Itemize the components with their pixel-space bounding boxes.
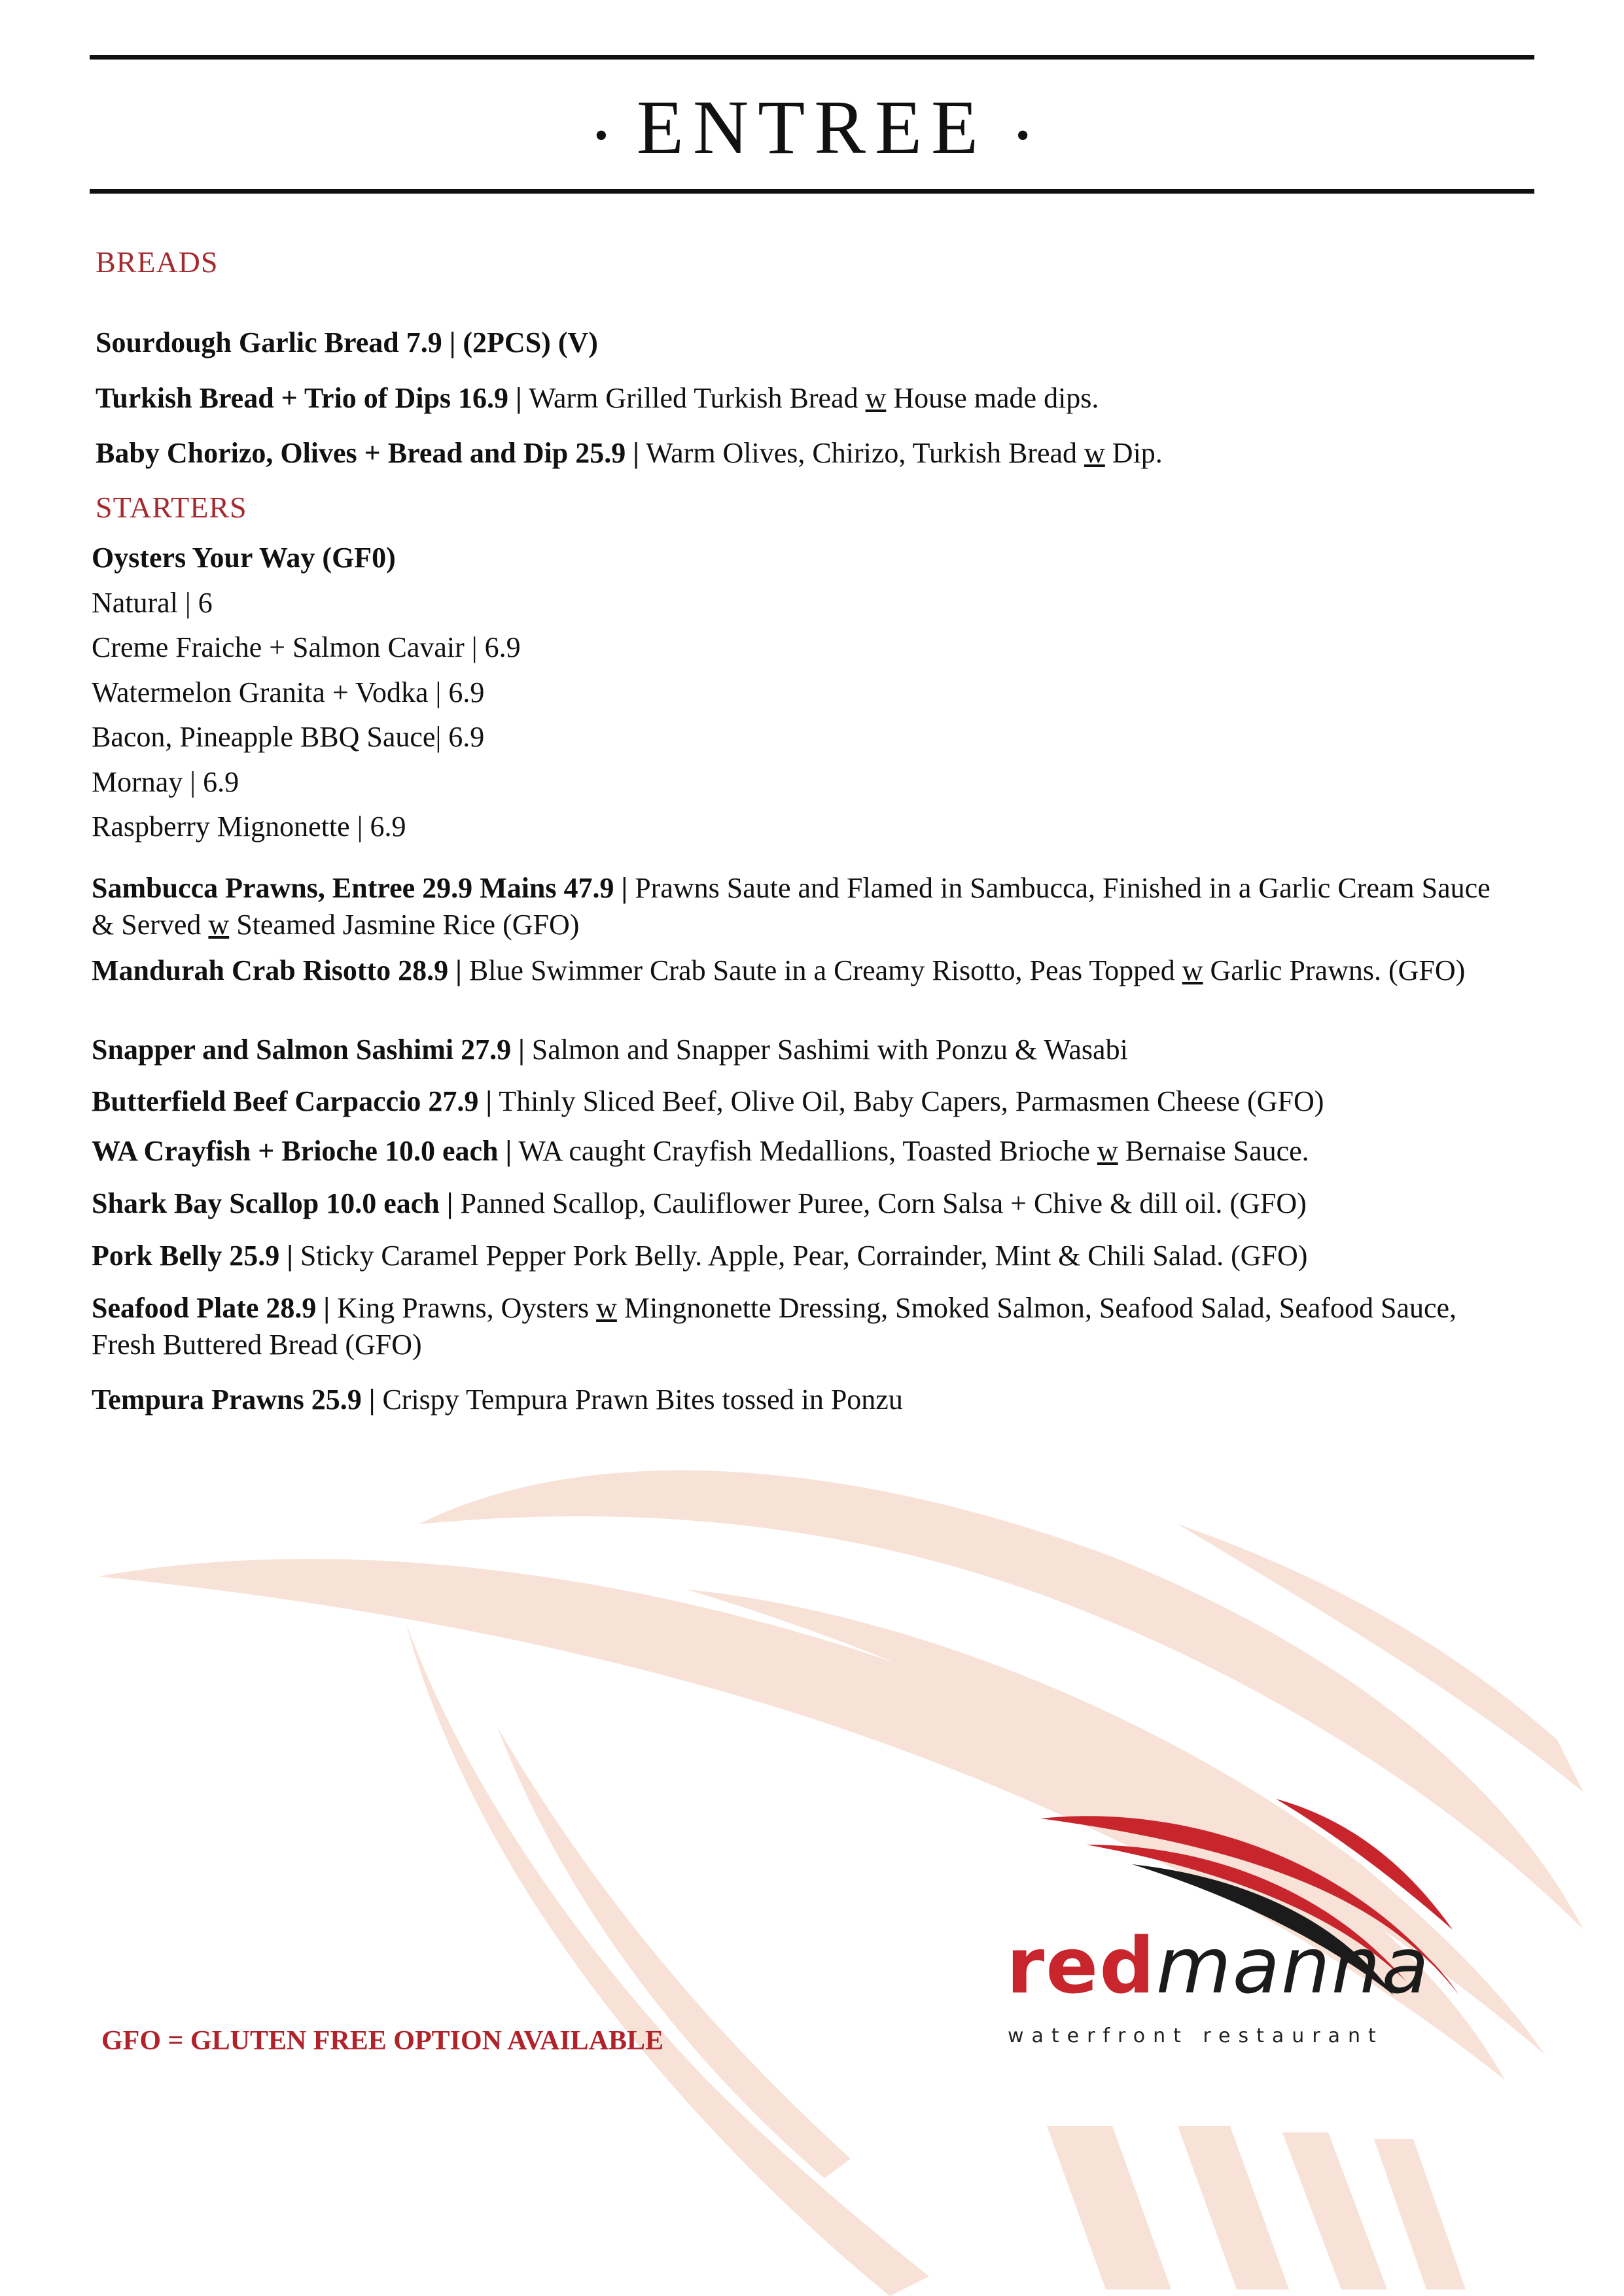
- item-name: WA Crayfish + Brioche 10.0 each |: [92, 1135, 512, 1167]
- item-name: Snapper and Salmon Sashimi 27.9 |: [92, 1034, 525, 1066]
- item-name: Seafood Plate 28.9 |: [92, 1292, 330, 1324]
- item-desc-w: w: [208, 909, 230, 941]
- oysters-heading: Oysters Your Way (GF0): [92, 542, 396, 574]
- menu-item-pork-belly: [92, 1238, 1307, 1274]
- item-name: Turkish Bread + Trio of Dips 16.9 |: [96, 382, 522, 414]
- item-desc-w: w: [1097, 1135, 1118, 1167]
- item-name: Mandurah Crab Risotto 28.9 |: [92, 954, 462, 986]
- oyster-option: Natural | 6: [92, 587, 213, 619]
- item-desc: Panned Scallop, Cauliflower Puree, Corn Salsa + Chive & dill oil. (GFO): [453, 1187, 1307, 1219]
- menu-item-sourdough: [96, 324, 598, 361]
- item-name: Baby Chorizo, Olives + Bread and Dip 25.9 |: [96, 437, 639, 469]
- oyster-option: Mornay | 6.9: [92, 766, 239, 798]
- item-desc: Warm Olives, Chirizo, Turkish Bread: [639, 437, 1085, 469]
- item-desc: Warm Grilled Turkish Bread: [521, 382, 866, 414]
- starters-heading: STARTERS: [96, 491, 247, 524]
- item-name: Shark Bay Scallop 10.0 each |: [92, 1187, 453, 1219]
- page-title: [90, 78, 1534, 184]
- title-right-dot: •: [1015, 113, 1030, 157]
- logo-word-red: red: [1006, 1921, 1156, 2011]
- item-name: Sambucca Prawns, Entree 29.9 Mains 47.9 |: [92, 872, 628, 904]
- logo-word-manna: manna: [1156, 1921, 1430, 2011]
- item-desc: Prawns Saute and Flamed in Sambucca, Finished in a Garlic Cream Sauce & Served: [92, 872, 1491, 941]
- item-name: Pork Belly 25.9 |: [92, 1240, 293, 1272]
- item-desc: Blue Swimmer Crab Saute in a Creamy Risotto, Peas Topped: [461, 954, 1182, 986]
- logo-tagline: waterfront restaurant: [1008, 2025, 1384, 2047]
- menu-item-turkish-bread: [96, 380, 1099, 417]
- oyster-option: Bacon, Pineapple BBQ Sauce| 6.9: [92, 721, 485, 753]
- item-desc-w: w: [865, 382, 887, 414]
- menu-item-seafood-plate: [92, 1290, 1492, 1363]
- item-desc: Thinly Sliced Beef, Olive Oil, Baby Capers, Parmasmen Cheese (GFO): [492, 1085, 1324, 1117]
- gfo-footnote: GFO = GLUTEN FREE OPTION AVAILABLE: [101, 2026, 664, 2056]
- item-desc-w: w: [1182, 954, 1203, 986]
- item-desc: Steamed Jasmine Rice (GFO): [229, 909, 580, 941]
- oyster-option: Raspberry Mignonette | 6.9: [92, 810, 406, 843]
- menu-item-tempura-prawns: [92, 1382, 903, 1418]
- menu-item-sambucca-prawns: [92, 870, 1492, 943]
- item-desc: Garlic Prawns. (GFO): [1203, 954, 1466, 986]
- oyster-option: Creme Fraiche + Salmon Cavair | 6.9: [92, 631, 521, 663]
- item-desc: Bernaise Sauce.: [1118, 1135, 1309, 1167]
- item-desc-w: w: [1084, 437, 1105, 469]
- menu-item-crab-risotto: [92, 952, 1492, 989]
- item-desc: WA caught Crayfish Medallions, Toasted Brioche: [512, 1135, 1097, 1167]
- oyster-option: Watermelon Granita + Vodka | 6.9: [92, 676, 485, 708]
- item-name: Butterfield Beef Carpaccio 27.9 |: [92, 1085, 493, 1117]
- item-desc: Sticky Caramel Pepper Pork Belly. Apple, Pear, Corrainder, Mint & Chili Salad. (GFO): [292, 1240, 1308, 1272]
- item-desc-w: w: [596, 1292, 617, 1324]
- logo-wordmark: [1006, 1921, 1430, 2011]
- breads-heading: BREADS: [96, 245, 219, 279]
- page-title-text: ENTREE: [636, 84, 988, 170]
- item-name: Sourdough Garlic Bread 7.9 | (2PCS) (V): [96, 326, 598, 358]
- item-desc: House made dips.: [886, 382, 1099, 414]
- item-desc: Salmon and Snapper Sashimi with Ponzu & Wasabi: [524, 1034, 1128, 1066]
- menu-item-baby-chorizo: [96, 435, 1163, 472]
- logo-swoosh-icon: [1001, 1779, 1459, 2061]
- header-bottom-rule: [90, 189, 1534, 194]
- item-name: Tempura Prawns 25.9 |: [92, 1383, 376, 1416]
- menu-item-sashimi: [92, 1032, 1128, 1068]
- item-desc: King Prawns, Oysters: [330, 1292, 597, 1324]
- item-desc: Crispy Tempura Prawn Bites tossed in Ponzu: [375, 1383, 903, 1416]
- title-left-dot: •: [594, 113, 609, 157]
- menu-item-beef-carpaccio: [92, 1083, 1324, 1120]
- item-desc: Mingnonette Dressing, Smoked Salmon, Seafood Salad, Seafood Sauce, Fresh Buttered Bread (GFO): [92, 1292, 1457, 1361]
- menu-item-shark-bay-scallop: [92, 1185, 1307, 1222]
- header-top-rule: [90, 55, 1534, 60]
- menu-item-wa-crayfish: [92, 1133, 1309, 1170]
- item-desc: Dip.: [1104, 437, 1163, 469]
